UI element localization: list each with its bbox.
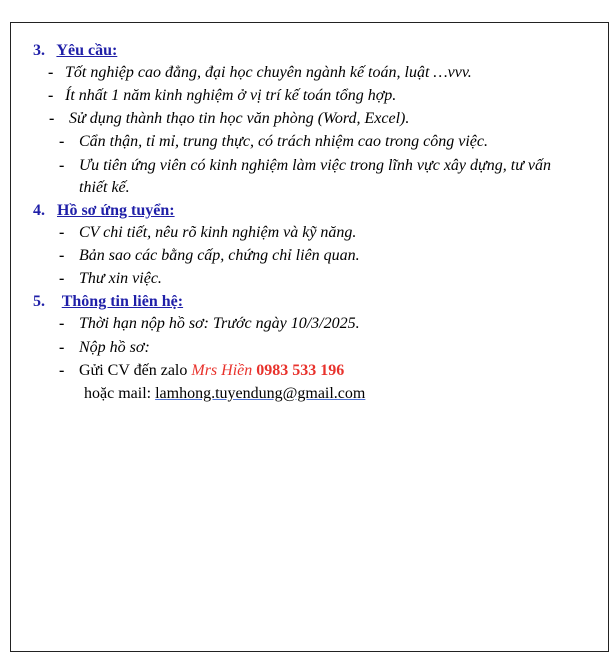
contact-phone: 0983 533 196: [256, 362, 345, 379]
list-item: Thời hạn nộp hồ sơ: Trước ngày 10/3/2025.: [79, 315, 360, 332]
list-item: Nộp hồ sơ:: [79, 339, 150, 356]
bullet-dash: -: [59, 362, 65, 379]
contact-name: Mrs Hiền: [191, 362, 253, 379]
list-item: Thư xin việc.: [79, 270, 162, 287]
section-number: 4.: [33, 202, 45, 219]
list-item: Cẩn thận, tỉ mỉ, trung thực, có trách nhiệm cao trong công việc.: [79, 133, 488, 150]
list-item: Bản sao các bằng cấp, chứng chỉ liên quan.: [79, 247, 360, 264]
mail-prefix: hoặc mail:: [84, 385, 156, 402]
send-cv-line: [79, 361, 344, 381]
section-contact-heading: [33, 292, 183, 312]
bullet-dash: -: [59, 339, 65, 356]
bullet-dash: -: [59, 224, 65, 241]
section-title: Thông tin liên hệ:: [61, 293, 184, 310]
section-requirements-heading: [33, 41, 117, 61]
bullet-dash: -: [59, 247, 65, 264]
section-application-heading: [33, 201, 175, 221]
list-item: Ít nhất 1 năm kinh nghiệm ở vị trí kế toán tổng hợp.: [65, 87, 397, 104]
bullet-dash: -: [59, 157, 65, 174]
list-item-continuation: thiết kế.: [79, 179, 130, 196]
list-item: Sử dụng thành thạo tin học văn phòng (Word, Excel).: [69, 110, 410, 127]
list-item: Tốt nghiệp cao đẳng, đại học chuyên ngành kế toán, luật …vvv.: [65, 64, 472, 81]
bullet-dash: -: [59, 270, 65, 287]
list-item: Ưu tiên ứng viên có kinh nghiệm làm việc trong lĩnh vực xây dựng, tư vấn: [79, 157, 552, 174]
bullet-dash: -: [59, 133, 65, 150]
email-link[interactable]: lamhong.tuyendung@gmail.com: [155, 385, 366, 402]
list-item: CV chi tiết, nêu rõ kinh nghiệm và kỹ năng.: [79, 224, 357, 241]
section-number: 3.: [33, 42, 45, 59]
send-cv-prefix: Gửi CV đến zalo: [79, 362, 192, 379]
bullet-dash: -: [49, 110, 55, 127]
section-title: Yêu cầu:: [56, 42, 118, 59]
bullet-dash: -: [48, 64, 54, 81]
mail-line: [84, 384, 365, 404]
section-number: 5.: [33, 293, 45, 310]
section-title: Hồ sơ ứng tuyển:: [57, 202, 175, 219]
bullet-dash: -: [48, 87, 54, 104]
bullet-dash: -: [59, 315, 65, 332]
